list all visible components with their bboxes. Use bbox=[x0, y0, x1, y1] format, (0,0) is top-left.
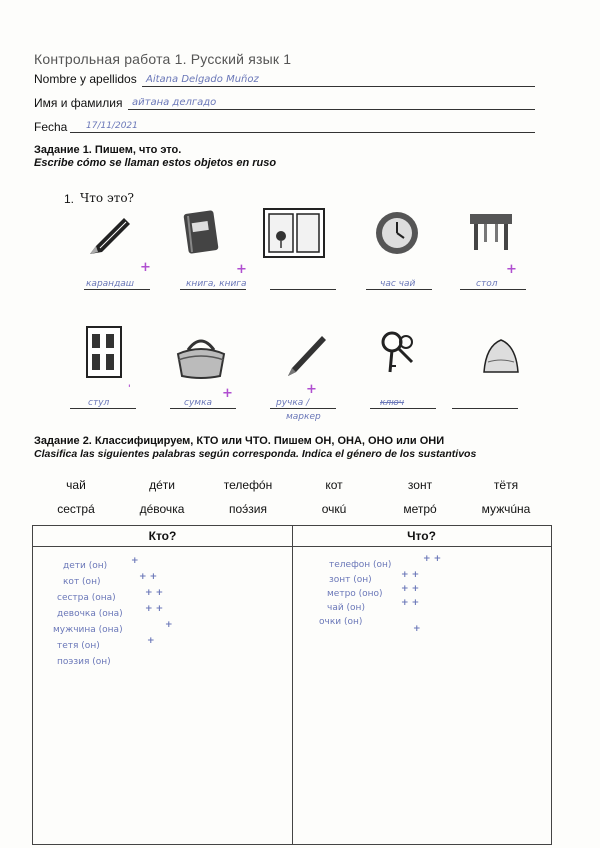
col-what-header: Что? bbox=[407, 529, 436, 543]
col-who-header: Кто? bbox=[148, 529, 177, 543]
answer-line bbox=[270, 408, 336, 409]
page-title: Контрольная работа 1. Русский язык 1 bbox=[34, 51, 292, 67]
question-number: 1. bbox=[64, 192, 75, 206]
word-item: зонт bbox=[407, 478, 433, 492]
answer-table: стол bbox=[476, 279, 498, 289]
task2-heading: Задание 2. Классифицируем, КТО или ЧТО. Пишем ОН, ОНА, ОНО или ОНИ bbox=[34, 435, 445, 447]
table-row: сестра (она) bbox=[57, 593, 116, 603]
answer-line bbox=[452, 408, 518, 409]
question-text: Что это? bbox=[80, 191, 134, 205]
word-item: кот bbox=[325, 478, 343, 492]
classification-table bbox=[32, 525, 552, 845]
answer-socket: стул bbox=[88, 398, 110, 408]
answer-pen-alt: маркер bbox=[286, 412, 321, 422]
row-marks: + bbox=[147, 636, 155, 646]
pencil-icon bbox=[86, 210, 136, 260]
answer-pencil: карандаш bbox=[86, 279, 135, 289]
table-row: тетя (он) bbox=[57, 641, 100, 651]
name-ru-label: Имя и фамилия bbox=[34, 96, 123, 110]
answer-keys: ключ bbox=[380, 398, 405, 408]
bag-icon bbox=[476, 332, 526, 382]
word-item: поэ́зия bbox=[229, 502, 267, 516]
mark-handbag: + bbox=[222, 386, 233, 401]
row-marks: + + bbox=[145, 604, 164, 614]
table-row: мужчина (она) bbox=[53, 625, 123, 635]
table-row: девочка (она) bbox=[57, 609, 123, 619]
row-marks: + + bbox=[401, 570, 420, 580]
table-row: телефон (он) bbox=[329, 560, 392, 570]
handbag-icon bbox=[172, 330, 230, 382]
pen-icon bbox=[282, 330, 332, 380]
answer-line bbox=[366, 289, 432, 290]
task2-subheading: Clasifica las siguientes palabras según corresponda. Indica el género de los sustantivos bbox=[34, 448, 477, 460]
word-item: метрó bbox=[403, 502, 437, 516]
word-item: дéти bbox=[149, 478, 175, 492]
mark-socket: ' bbox=[128, 384, 131, 394]
table-row: дети (он) bbox=[63, 561, 108, 571]
word-item: чай bbox=[66, 478, 86, 492]
row-marks: + + bbox=[423, 554, 442, 564]
name-es-line bbox=[142, 86, 535, 87]
table-icon bbox=[466, 208, 516, 258]
row-marks: + + bbox=[401, 584, 420, 594]
row-marks: + bbox=[413, 624, 421, 634]
table-row: очки (он) bbox=[319, 617, 363, 627]
answer-line bbox=[170, 408, 236, 409]
table-row: зонт (он) bbox=[329, 575, 372, 585]
answer-line bbox=[460, 289, 526, 290]
task1-subheading: Escribe cómo se llaman estos objetos en ruso bbox=[34, 157, 277, 169]
keys-icon bbox=[372, 328, 422, 378]
table-divider bbox=[292, 526, 293, 844]
table-header-line bbox=[33, 546, 551, 547]
row-marks: + + bbox=[145, 588, 164, 598]
mark-pencil: + bbox=[140, 260, 151, 275]
answer-handbag: сумка bbox=[184, 398, 213, 408]
answer-notebook: книга, книга bbox=[186, 279, 247, 289]
window-icon bbox=[262, 207, 326, 259]
row-marks: + + bbox=[401, 598, 420, 608]
name-es-label: Nombre y apellidos bbox=[34, 72, 137, 86]
answer-line bbox=[84, 289, 150, 290]
date-line bbox=[70, 132, 535, 133]
notebook-icon bbox=[176, 208, 226, 258]
name-ru-value: айтана делгадо bbox=[132, 97, 217, 108]
answer-pen: ручка / bbox=[276, 398, 310, 408]
answer-line bbox=[70, 408, 136, 409]
task1-heading: Задание 1. Пишем, что это. bbox=[34, 144, 182, 156]
clock-icon bbox=[372, 208, 422, 258]
row-marks: + bbox=[131, 556, 139, 566]
socket-icon bbox=[84, 324, 124, 380]
word-item: телефóн bbox=[223, 478, 273, 492]
answer-line bbox=[370, 408, 436, 409]
name-es-value: Aitana Delgado Muñoz bbox=[146, 74, 259, 85]
word-item: мужчúна bbox=[481, 502, 531, 516]
table-row: метро (оно) bbox=[327, 589, 383, 599]
answer-clock: чаc чай bbox=[380, 279, 416, 289]
word-item: сестрá bbox=[57, 502, 95, 516]
mark-notebook: + bbox=[236, 262, 247, 277]
mark-table: + bbox=[506, 262, 517, 277]
name-ru-line bbox=[128, 109, 535, 110]
mark-pen: + bbox=[306, 382, 317, 397]
table-row: кот (он) bbox=[63, 577, 101, 587]
word-item: дéвочка bbox=[139, 502, 185, 516]
word-item: тётя bbox=[493, 478, 519, 492]
row-marks: + + bbox=[139, 572, 158, 582]
answer-line bbox=[180, 289, 246, 290]
date-value: 17/11/2021 bbox=[86, 121, 138, 131]
table-row: чай (он) bbox=[327, 603, 365, 613]
answer-line bbox=[270, 289, 336, 290]
date-label: Fecha bbox=[34, 120, 68, 134]
row-marks: + bbox=[165, 620, 173, 630]
word-item: очкú bbox=[321, 502, 347, 516]
table-row: поэзия (он) bbox=[57, 657, 111, 667]
